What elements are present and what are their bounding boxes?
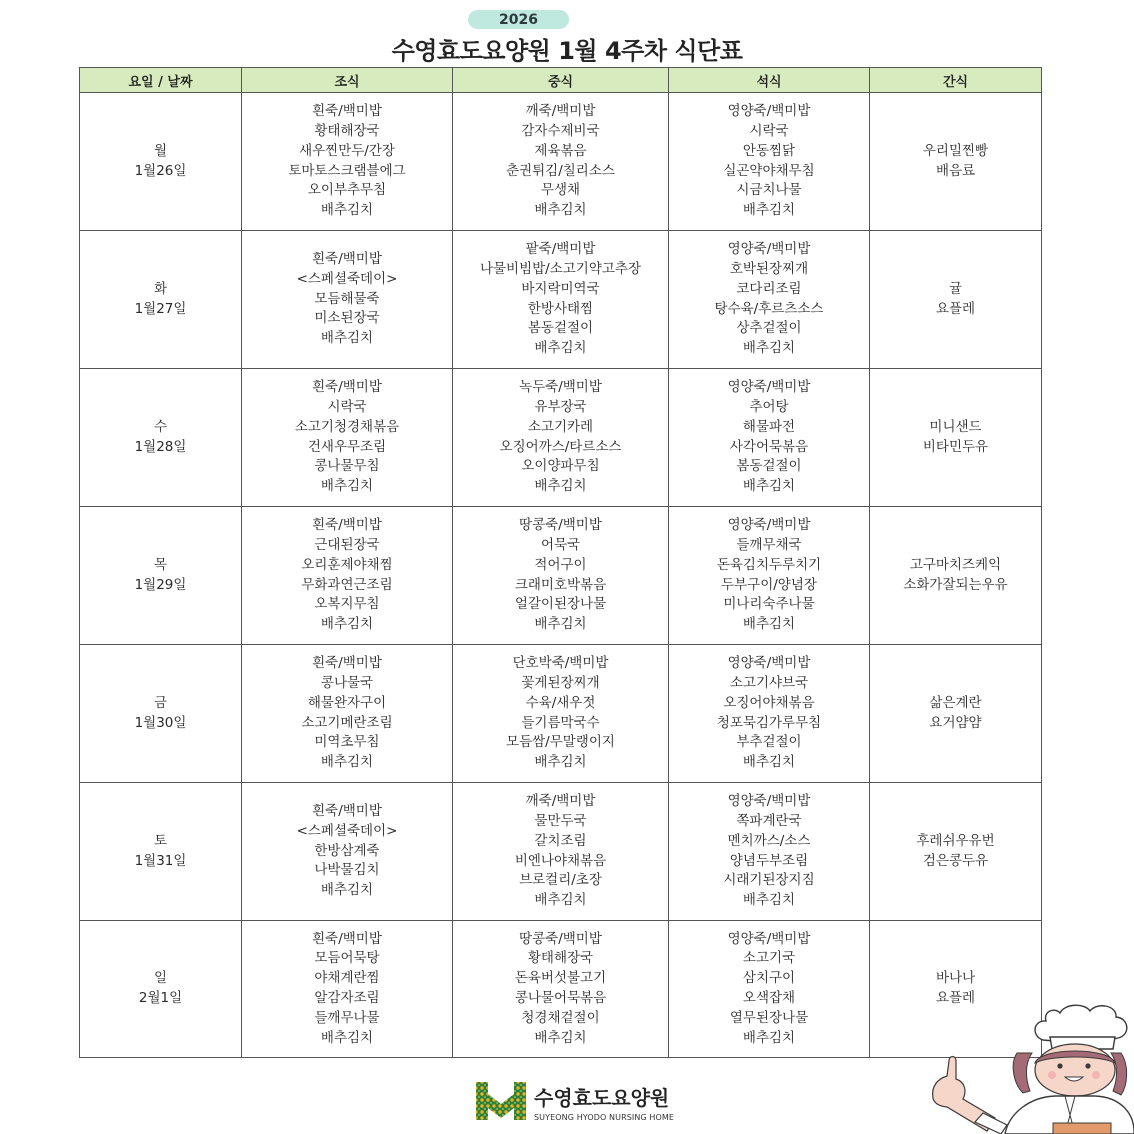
snack-menu-item: 고구마치즈케익	[909, 556, 1002, 573]
lunch-menu-item: 배추김치	[534, 340, 587, 357]
dinner-menu-item: 시금치나물	[736, 182, 802, 199]
dinner-menu-item: 영양죽/백미밥	[727, 517, 811, 534]
dinner-menu-item: 멘치까스/소스	[727, 832, 811, 849]
lunch-menu-item: 봄동겉절이	[527, 320, 594, 337]
date-label: 1월28일	[134, 438, 187, 455]
date-label: 1월31일	[134, 852, 187, 869]
snack-cell	[870, 507, 1042, 645]
breakfast-menu-item: 배추김치	[320, 882, 374, 899]
snack-menu-item: 우리밀찐빵	[922, 142, 989, 159]
day-label: 화	[153, 280, 168, 297]
dinner-menu-item: 시락국	[749, 122, 789, 139]
snack-cell	[870, 93, 1042, 231]
date-label: 1월30일	[134, 714, 187, 731]
col-header-snack: 간식	[870, 68, 1042, 93]
table-row	[80, 645, 1042, 783]
dinner-menu-item: 배추김치	[742, 616, 796, 633]
dinner-menu-item: 삼치구이	[742, 970, 796, 987]
snack-menu-item: 요플레	[935, 990, 976, 1006]
breakfast-menu-item: 흰죽/백미밥	[312, 379, 382, 396]
snack-cell	[870, 231, 1042, 369]
dinner-menu-item: 미나리숙주나물	[723, 596, 815, 613]
breakfast-cell	[242, 231, 453, 369]
snack-menu-item: 바나나	[935, 970, 976, 987]
snack-menu-item: 미니샌드	[929, 418, 982, 435]
lunch-menu-item: 꽃게된장찌개	[521, 674, 600, 691]
lunch-menu-item: 제육볶음	[534, 142, 587, 159]
col-header-breakfast: 조식	[242, 68, 453, 93]
breakfast-menu-item: 흰죽/백미밥	[312, 930, 382, 947]
lunch-menu-item: 단호박죽/백미밥	[512, 655, 609, 672]
breakfast-menu-item: 오이부추무침	[307, 182, 387, 199]
snack-cell	[870, 783, 1042, 921]
lunch-menu-item: 배추김치	[534, 1029, 587, 1046]
breakfast-cell	[242, 645, 453, 783]
lunch-menu-item: 모듬쌈/무말랭이지	[506, 734, 615, 751]
table-row	[80, 783, 1042, 921]
snack-cell	[870, 369, 1042, 507]
lunch-menu-item: 소고기카레	[527, 418, 594, 435]
breakfast-menu-item: 오복지무침	[314, 596, 380, 613]
date-label: 1월27일	[134, 300, 187, 317]
dinner-menu-item: 탕수육/후르츠소스	[714, 300, 824, 317]
dinner-menu-item: 배추김치	[742, 340, 796, 357]
col-header-lunch: 중식	[453, 68, 669, 93]
breakfast-menu-item: 시락국	[327, 398, 367, 415]
year-text: 2026	[499, 11, 538, 28]
lunch-menu-item: 감자수제비국	[521, 122, 600, 139]
lunch-cell	[453, 921, 669, 1058]
breakfast-menu-item: 배추김치	[320, 202, 374, 219]
lunch-menu-item: 한방사태찜	[527, 300, 594, 317]
breakfast-menu-item: <스페셜죽데이>	[296, 822, 398, 839]
dinner-menu-item: 오색잡채	[742, 990, 796, 1006]
breakfast-menu-item: 흰죽/백미밥	[312, 655, 382, 672]
lunch-menu-item: 바지락미역국	[521, 280, 600, 297]
breakfast-menu-item: 콩나물국	[320, 674, 374, 691]
breakfast-menu-item: 흰죽/백미밥	[312, 103, 382, 120]
breakfast-menu-item: 들깨무나물	[314, 1009, 380, 1026]
dinner-cell	[669, 93, 870, 231]
snack-menu-item: 비타민두유	[922, 438, 989, 455]
dinner-menu-item: 실곤약야채무침	[723, 162, 815, 179]
breakfast-menu-item: 한방삼계죽	[314, 842, 380, 859]
day-label: 일	[153, 970, 168, 987]
dinner-menu-item: 부추겉절이	[736, 734, 802, 751]
lunch-menu-item: 땅콩죽/백미밥	[519, 930, 602, 947]
dinner-menu-item: 영양죽/백미밥	[727, 655, 811, 672]
dinner-menu-item: 코다리조림	[736, 280, 802, 297]
lunch-menu-item: 팥죽/백미밥	[525, 241, 596, 258]
lunch-menu-item: 무생채	[540, 182, 581, 199]
breakfast-menu-item: 흰죽/백미밥	[312, 803, 382, 819]
dinner-menu-item: 오징어야채볶음	[723, 694, 815, 711]
dinner-cell	[669, 783, 870, 921]
lunch-cell	[453, 645, 669, 783]
lunch-menu-item: 청경채겉절이	[521, 1009, 600, 1026]
breakfast-menu-item: 모듬어묵탕	[314, 950, 380, 967]
page-title: 수영효도요양원 1월 4주차 식단표	[391, 37, 743, 65]
lunch-menu-item: 춘권튀김/칠리소스	[506, 162, 615, 179]
dinner-menu-item: 배추김치	[742, 202, 796, 219]
dinner-menu-item: 영양죽/백미밥	[727, 379, 811, 396]
day-label: 목	[153, 556, 168, 573]
lunch-menu-item: 어묵국	[540, 536, 581, 553]
dinner-menu-item: 들깨무채국	[736, 536, 802, 553]
lunch-menu-item: 땅콩죽/백미밥	[519, 517, 602, 534]
lunch-menu-item: 배추김치	[534, 754, 587, 771]
breakfast-menu-item: 배추김치	[320, 1029, 374, 1046]
lunch-menu-item: 유부장국	[534, 398, 587, 415]
dinner-menu-item: 영양죽/백미밥	[727, 103, 811, 120]
dinner-menu-item: 소고기샤브국	[729, 674, 809, 691]
dinner-menu-item: 시래기된장지짐	[723, 872, 815, 889]
breakfast-menu-item: 소고기청경채볶음	[294, 418, 400, 435]
table-row	[80, 93, 1042, 231]
dinner-menu-item: 두부구이/양념장	[721, 576, 817, 593]
logo-name: 수영효도요양원	[534, 1086, 670, 1110]
table-body	[80, 93, 1042, 1058]
lunch-cell	[453, 369, 669, 507]
dinner-menu-item: 호박된장찌개	[729, 260, 809, 277]
lunch-menu-item: 콩나물어묵볶음	[514, 990, 607, 1006]
day-date-cell	[80, 231, 242, 369]
dinner-menu-item: 청포묵김가루무침	[716, 714, 822, 731]
dinner-menu-item: 해물파전	[742, 418, 796, 435]
day-label: 토	[153, 832, 168, 849]
meal-plan-table	[79, 67, 1042, 1058]
dinner-menu-item: 영양죽/백미밥	[727, 241, 811, 258]
nursing-home-logo	[474, 1078, 694, 1128]
lunch-menu-item: 들기름막국수	[521, 714, 600, 731]
breakfast-cell	[242, 921, 453, 1058]
breakfast-menu-item: 알감자조림	[314, 990, 380, 1006]
dinner-cell	[669, 645, 870, 783]
lunch-menu-item: 녹두죽/백미밥	[519, 379, 602, 396]
breakfast-menu-item: <스페셜죽데이>	[296, 270, 398, 287]
table-row	[80, 369, 1042, 507]
col-header-dinner: 석식	[669, 68, 870, 93]
dinner-menu-item: 배추김치	[742, 754, 796, 771]
dinner-menu-item: 추어탕	[749, 398, 789, 415]
breakfast-menu-item: 오리훈제야채찜	[301, 556, 393, 573]
table-header-row	[80, 68, 1042, 93]
lunch-cell	[453, 231, 669, 369]
lunch-menu-item: 갈치조림	[534, 832, 587, 849]
dinner-cell	[669, 231, 870, 369]
breakfast-menu-item: 건새우무조림	[307, 438, 387, 455]
lunch-menu-item: 적어구이	[534, 556, 587, 573]
table-row	[80, 921, 1042, 1058]
snack-menu-item: 소화가잘되는우유	[903, 576, 1008, 593]
lunch-menu-item: 오이양파무침	[521, 458, 600, 475]
breakfast-cell	[242, 93, 453, 231]
breakfast-menu-item: 미소된장국	[314, 310, 380, 327]
dinner-menu-item: 배추김치	[742, 1029, 796, 1046]
day-date-cell	[80, 921, 242, 1058]
breakfast-menu-item: 야채계란찜	[314, 970, 380, 987]
lunch-menu-item: 브로컬리/초장	[519, 872, 602, 889]
dinner-menu-item: 양념두부조림	[729, 852, 809, 869]
dinner-menu-item: 돈육김치두루치기	[716, 556, 822, 573]
lunch-menu-item: 황태해장국	[527, 950, 594, 967]
dinner-menu-item: 영양죽/백미밥	[727, 930, 811, 947]
date-label: 1월26일	[134, 162, 187, 179]
breakfast-menu-item: 해물완자구이	[307, 694, 387, 711]
day-label: 금	[153, 694, 168, 711]
chef-illustration	[925, 1003, 1134, 1134]
dinner-cell	[669, 369, 870, 507]
dinner-cell	[669, 507, 870, 645]
dinner-cell	[669, 921, 870, 1058]
col-header-day-date: 요일 / 날짜	[80, 68, 242, 93]
breakfast-menu-item: 토마토스크램블에그	[288, 162, 406, 179]
dinner-menu-item: 소고기국	[742, 950, 796, 967]
lunch-cell	[453, 783, 669, 921]
breakfast-cell	[242, 783, 453, 921]
lunch-menu-item: 깨죽/백미밥	[525, 793, 596, 810]
breakfast-menu-item: 콩나물무침	[314, 458, 380, 475]
dinner-menu-item: 열무된장나물	[729, 1009, 809, 1026]
day-date-cell	[80, 783, 242, 921]
breakfast-menu-item: 미역초무침	[314, 734, 380, 751]
snack-menu-item: 삶은계란	[929, 694, 982, 711]
day-date-cell	[80, 507, 242, 645]
snack-menu-item: 검은콩두유	[922, 852, 989, 869]
day-label: 월	[153, 142, 168, 159]
breakfast-menu-item: 모듬해물죽	[314, 290, 380, 307]
date-label: 1월29일	[134, 576, 187, 593]
lunch-menu-item: 돈육버섯불고기	[514, 970, 607, 987]
day-label: 수	[153, 418, 168, 435]
day-date-cell	[80, 93, 242, 231]
breakfast-menu-item: 소고기메란조림	[301, 714, 393, 731]
lunch-menu-item: 크래미호박볶음	[514, 576, 607, 593]
lunch-cell	[453, 93, 669, 231]
breakfast-menu-item: 배추김치	[320, 330, 374, 347]
dinner-menu-item: 상추겉절이	[736, 320, 802, 337]
logo-subtitle: SUYEONG HYODO NURSING HOME	[534, 1113, 675, 1122]
snack-menu-item: 후레쉬우유번	[916, 832, 995, 849]
dinner-menu-item: 봄동겉절이	[736, 458, 802, 475]
breakfast-menu-item: 배추김치	[320, 478, 374, 495]
day-date-cell	[80, 645, 242, 783]
table-row	[80, 507, 1042, 645]
breakfast-menu-item: 나박물김치	[314, 862, 380, 879]
breakfast-menu-item: 배추김치	[320, 616, 374, 633]
breakfast-menu-item: 황태해장국	[314, 122, 380, 139]
dinner-menu-item: 사각어묵볶음	[729, 438, 809, 455]
breakfast-menu-item: 근대된장국	[314, 536, 380, 553]
breakfast-menu-item: 무화과연근조림	[301, 576, 393, 593]
lunch-menu-item: 오징어까스/타르소스	[499, 438, 622, 455]
snack-menu-item: 귤	[948, 280, 963, 297]
logo-mark-icon	[474, 1080, 528, 1122]
breakfast-cell	[242, 507, 453, 645]
dinner-menu-item: 영양죽/백미밥	[727, 793, 811, 810]
snack-menu-item: 요거얌얌	[929, 714, 982, 731]
breakfast-cell	[242, 369, 453, 507]
lunch-menu-item: 깨죽/백미밥	[525, 103, 596, 120]
lunch-menu-item: 배추김치	[534, 892, 587, 909]
table-row	[80, 231, 1042, 369]
snack-menu-item: 배음료	[935, 162, 976, 179]
lunch-menu-item: 배추김치	[534, 616, 587, 633]
dinner-menu-item: 배추김치	[742, 892, 796, 909]
dinner-menu-item: 쪽파계란국	[736, 812, 802, 829]
breakfast-menu-item: 흰죽/백미밥	[312, 251, 382, 267]
lunch-menu-item: 나물비빔밥/소고기약고추장	[479, 260, 642, 277]
date-label: 2월1일	[138, 990, 183, 1006]
lunch-cell	[453, 507, 669, 645]
lunch-menu-item: 배추김치	[534, 202, 587, 219]
day-date-cell	[80, 369, 242, 507]
year-badge	[468, 10, 569, 29]
lunch-menu-item: 얼갈이된장나물	[514, 596, 607, 613]
lunch-menu-item: 수육/새우젓	[525, 694, 596, 711]
lunch-menu-item: 물만두국	[534, 812, 587, 829]
breakfast-menu-item: 흰죽/백미밥	[312, 517, 382, 534]
dinner-menu-item: 배추김치	[742, 478, 796, 495]
lunch-menu-item: 배추김치	[534, 478, 587, 495]
dinner-menu-item: 안동찜닭	[742, 142, 796, 159]
snack-menu-item: 요플레	[935, 300, 976, 317]
breakfast-menu-item: 새우찐만두/간장	[299, 142, 395, 159]
snack-cell	[870, 645, 1042, 783]
breakfast-menu-item: 배추김치	[320, 754, 374, 771]
lunch-menu-item: 비엔나야채볶음	[514, 852, 607, 869]
